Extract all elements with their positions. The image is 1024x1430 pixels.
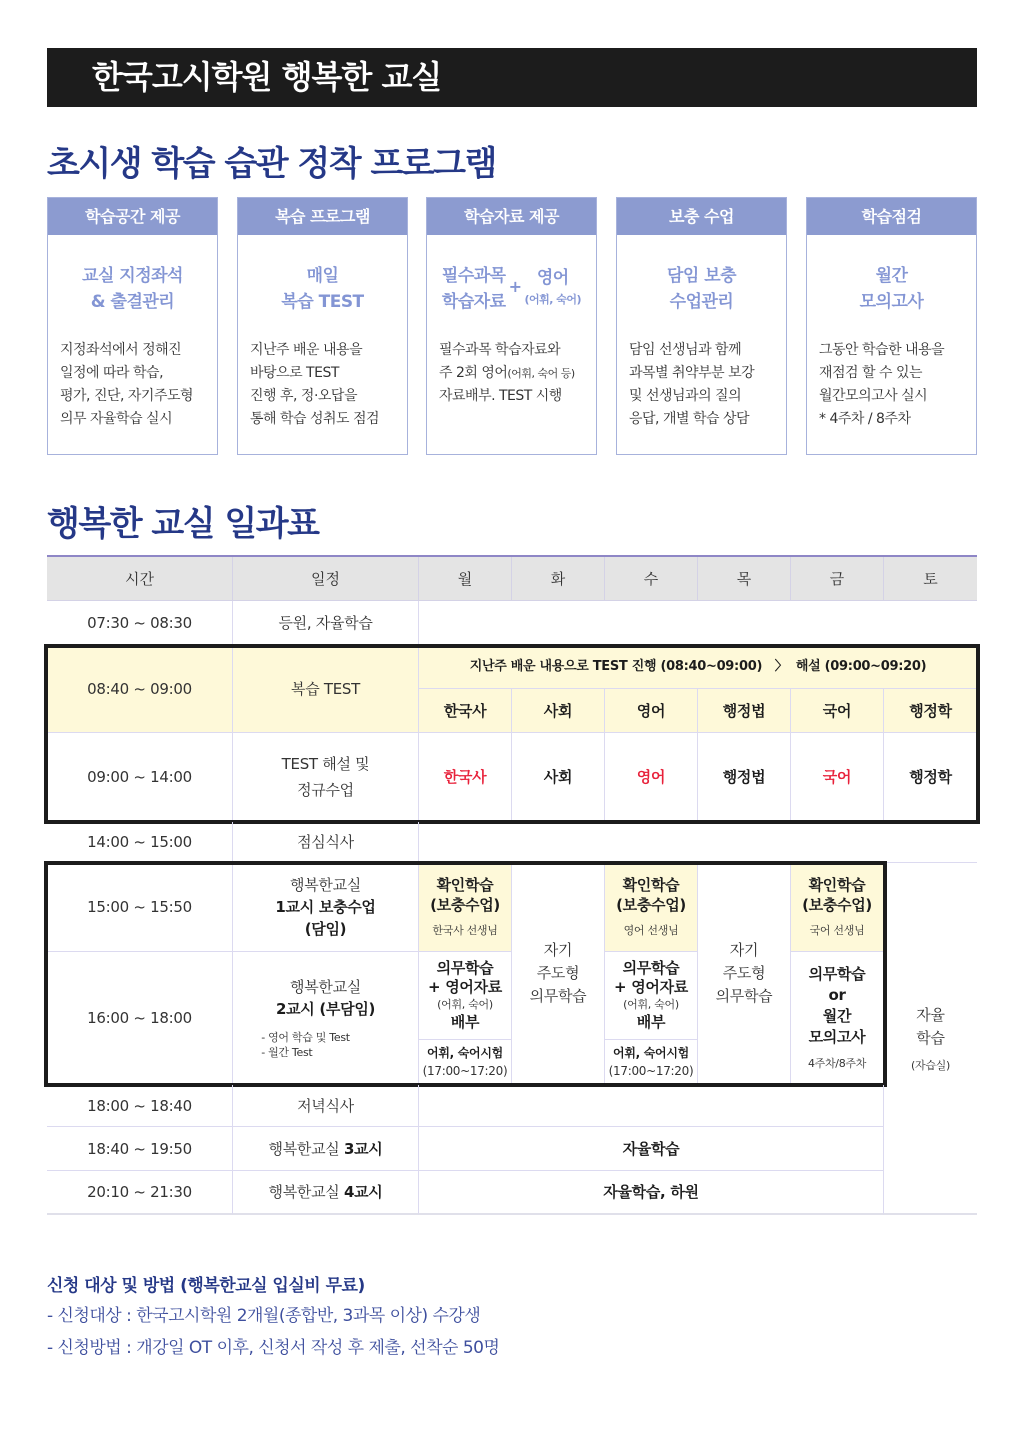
self-line: 자기 — [543, 941, 573, 959]
duty-line: 의무학습 — [622, 959, 680, 977]
card-body — [48, 339, 217, 431]
exam-line: 어휘, 숙어시험 — [613, 1046, 689, 1060]
card-study-material — [426, 197, 597, 455]
card-title-line: 교실 지정좌석 — [82, 266, 183, 286]
card-title-english-sub: (어휘, 숙어) — [524, 293, 582, 306]
card-supplementary-class — [616, 197, 787, 455]
check-study-fri — [791, 863, 884, 952]
card-body-line: 그동안 학습한 내용을 — [819, 342, 945, 358]
duty-or-mock-exam-fri — [791, 952, 884, 1085]
card-title-line: 월간 — [875, 266, 908, 286]
card-body-line: 바탕으로 TEST — [250, 365, 339, 381]
duty-line: (어휘, 숙어) — [623, 998, 679, 1011]
time-cell: 09:00 ~ 14:00 — [47, 733, 233, 822]
card-body-line: 재점검 할 수 있는 — [819, 365, 923, 381]
exam-line: (17:00~17:20) — [422, 1064, 508, 1078]
card-body-line — [439, 362, 596, 385]
card-title-english: 영어 — [536, 268, 569, 288]
program-title: 초시생 학습 습관 정착 프로그램 — [47, 144, 496, 184]
duty-study-wed — [605, 952, 698, 1040]
event-line: 행복한교실 — [290, 876, 361, 894]
application-method: - 신청방법 : 개강일 OT 이후, 신청서 작성 후 제출, 선착순 50명 — [47, 1338, 500, 1358]
event-cell — [233, 952, 419, 1085]
program-cards — [47, 197, 977, 455]
card-header: 학습공간 제공 — [48, 198, 217, 235]
event-cell — [233, 863, 419, 952]
event-text: 행복한교실 — [268, 1139, 344, 1158]
event-line: 행복한교실 — [290, 978, 361, 996]
event-cell: 점심식사 — [233, 822, 419, 863]
top-banner — [47, 48, 977, 107]
card-title-line: 필수과목 — [441, 266, 506, 286]
teacher-label: 영어 선생님 — [623, 924, 679, 937]
event-line: TEST 해설 및 — [281, 755, 370, 773]
self-line: 의무학습 — [529, 987, 587, 1005]
event-cell: 저녁식사 — [233, 1085, 419, 1127]
duty-line: + 영어자료 — [428, 978, 502, 996]
card-body-line: 필수과목 학습자료와 — [439, 342, 561, 358]
event-line: 정규수업 — [297, 781, 354, 799]
vocab-exam-wed — [605, 1040, 698, 1085]
duty-line: 의무학습 — [436, 959, 494, 977]
self-line: 주도형 — [536, 964, 580, 982]
subject-cell: 국어 — [791, 689, 884, 733]
schedule-table — [47, 555, 977, 1217]
schedule-title: 행복한 교실 일과표 — [47, 504, 319, 544]
fri-line: 4주차/8주차 — [807, 1057, 867, 1070]
table-bottom-rule — [884, 1213, 977, 1215]
empty-cell — [419, 601, 977, 646]
time-cell: 18:00 ~ 18:40 — [47, 1085, 233, 1127]
event-period: 3교시 — [343, 1139, 383, 1158]
card-header: 학습자료 제공 — [427, 198, 596, 235]
card-title-line: 수업관리 — [669, 292, 734, 312]
duty-study-mon — [419, 952, 512, 1040]
fri-line: 의무학습 — [808, 965, 866, 983]
application-target: - 신청대상 : 한국고시학원 2개월(종합반, 3과목 이상) 수강생 — [47, 1306, 481, 1326]
duty-line: (어휘, 숙어) — [437, 998, 493, 1011]
card-title — [238, 263, 407, 315]
card-body — [427, 339, 596, 408]
sat-line: (자습실) — [911, 1058, 950, 1072]
subject-cell: 행정학 — [884, 689, 977, 733]
self-line: 자기 — [729, 941, 759, 959]
card-body-line: 평가, 진단, 자기주도형 — [60, 388, 194, 404]
event-cell: 등원, 자율학습 — [233, 601, 419, 646]
card-header: 보충 수업 — [617, 198, 786, 235]
card-body-line: 및 선생님과의 질의 — [629, 388, 742, 404]
card-body — [617, 339, 786, 431]
event-cell: 복습 TEST — [233, 646, 419, 733]
check-study-mon — [419, 863, 512, 952]
check-title: 확인학습 — [808, 876, 866, 894]
card-body-small-text: (어휘, 숙어 등) — [507, 367, 575, 380]
event-cell — [233, 1171, 419, 1215]
card-body-line: 과목별 취약부분 보강 — [629, 365, 755, 381]
time-cell: 18:40 ~ 19:50 — [47, 1127, 233, 1171]
card-title-line: 담임 보충 — [666, 266, 737, 286]
card-body-line: 응답, 개별 학습 상담 — [629, 411, 749, 427]
card-body-line: 자료배부. TEST 시행 — [439, 388, 562, 404]
header-event: 일정 — [233, 557, 419, 601]
self-directed-tue — [512, 863, 605, 1085]
duty-line: 배부 — [450, 1013, 480, 1031]
duty-line: 배부 — [636, 1013, 666, 1031]
test-schedule-banner: 지난주 배운 내용으로 TEST 진행 (08:40~09:00) 〉 해설 (09:00~09:20) — [419, 646, 977, 689]
subject-cell: 행정법 — [698, 689, 791, 733]
check-title: 확인학습 — [622, 876, 680, 894]
event-note: - 월간 Test — [261, 1046, 313, 1059]
card-header: 학습점검 — [807, 198, 976, 235]
exam-line: 어휘, 숙어시험 — [427, 1046, 503, 1060]
subject-cell: 영어 — [605, 689, 698, 733]
subject-cell: 한국사 — [419, 733, 512, 822]
content-cell: 자율학습 — [419, 1127, 884, 1171]
header-time: 시간 — [47, 557, 233, 601]
header-thu: 목 — [698, 557, 791, 601]
time-cell: 15:00 ~ 15:50 — [47, 863, 233, 952]
check-title: (보충수업) — [616, 896, 686, 914]
self-line: 의무학습 — [715, 987, 773, 1005]
card-header: 복습 프로그램 — [238, 198, 407, 235]
empty-cell — [419, 822, 977, 863]
sat-line: 자율 — [916, 1005, 945, 1024]
card-body-line: 통해 학습 성취도 점검 — [250, 411, 380, 427]
event-period: 4교시 — [343, 1183, 383, 1201]
teacher-label: 국어 선생님 — [809, 924, 865, 937]
banner-title: 한국고시학원 행복한 교실 — [92, 58, 442, 96]
time-cell: 20:10 ~ 21:30 — [47, 1171, 233, 1215]
event-line: 2교시 (부담임) — [275, 1000, 376, 1018]
subject-cell: 한국사 — [419, 689, 512, 733]
time-cell: 16:00 ~ 18:00 — [47, 952, 233, 1085]
fri-line: 월간 — [822, 1007, 852, 1025]
time-cell: 14:00 ~ 15:00 — [47, 822, 233, 863]
card-body — [807, 339, 976, 431]
subject-cell: 행정학 — [884, 733, 977, 822]
empty-cell — [419, 1085, 884, 1127]
card-body-line: 일정에 따라 학습, — [60, 365, 164, 381]
card-review-program — [237, 197, 408, 455]
card-body-line: * 4주차 / 8주차 — [819, 411, 911, 427]
plus-icon: + — [508, 277, 522, 296]
subject-cell: 사회 — [512, 689, 605, 733]
card-study-space — [47, 197, 218, 455]
card-title-line: 복습 TEST — [281, 292, 364, 312]
card-title-line: 모의고사 — [859, 292, 924, 312]
duty-line: + 영어자료 — [614, 978, 688, 996]
header-fri: 금 — [791, 557, 884, 601]
header-tue: 화 — [512, 557, 605, 601]
sat-line: 학습 — [916, 1028, 945, 1047]
event-cell — [233, 733, 419, 822]
subject-cell: 사회 — [512, 733, 605, 822]
vocab-exam-mon — [419, 1040, 512, 1085]
card-title — [48, 263, 217, 315]
event-text: 행복한교실 — [268, 1183, 344, 1201]
application-title: 신청 대상 및 방법 (행복한교실 입실비 무료) — [47, 1276, 365, 1296]
check-title: (보충수업) — [802, 896, 872, 914]
teacher-label: 한국사 선생님 — [432, 924, 498, 937]
subject-cell: 영어 — [605, 733, 698, 822]
subject-cell: 행정법 — [698, 733, 791, 822]
card-title-line: 학습자료 — [441, 292, 506, 312]
exam-line: (17:00~17:20) — [608, 1064, 694, 1078]
card-body-line: 의무 자율학습 실시 — [60, 411, 173, 427]
card-title — [807, 263, 976, 315]
card-body-line: 담임 선생님과 함께 — [629, 342, 742, 358]
card-body — [238, 339, 407, 431]
content-cell: 자율학습, 하원 — [419, 1171, 884, 1215]
subject-cell: 국어 — [791, 733, 884, 822]
time-cell: 08:40 ~ 09:00 — [47, 646, 233, 733]
event-line: (담임) — [304, 920, 347, 938]
event-note: - 영어 학습 및 Test — [261, 1031, 350, 1044]
self-line: 주도형 — [722, 964, 766, 982]
header-mon: 월 — [419, 557, 512, 601]
event-cell — [233, 1127, 419, 1171]
application-info — [47, 1272, 499, 1364]
card-body-line: 지난주 배운 내용을 — [250, 342, 363, 358]
card-body-line: 진행 후, 정·오답을 — [250, 388, 357, 404]
check-title: 확인학습 — [436, 876, 494, 894]
check-study-wed — [605, 863, 698, 952]
card-study-check — [806, 197, 977, 455]
fri-line: or — [828, 986, 846, 1004]
header-wed: 수 — [605, 557, 698, 601]
header-sat: 토 — [884, 557, 977, 601]
card-title — [427, 263, 596, 315]
card-body-line: 지정좌석에서 정해진 — [60, 342, 182, 358]
event-line: 1교시 보충수업 — [275, 898, 376, 916]
fri-line: 모의고사 — [808, 1028, 866, 1046]
card-body-text: 주 2회 영어 — [439, 365, 508, 381]
card-title-line: & 출결관리 — [90, 292, 175, 312]
time-cell: 07:30 ~ 08:30 — [47, 601, 233, 646]
card-title — [617, 263, 786, 315]
saturday-self-study — [884, 863, 977, 1215]
check-title: (보충수업) — [430, 896, 500, 914]
card-body-line: 월간모의고사 실시 — [819, 388, 928, 404]
card-title-line: 매일 — [306, 266, 339, 286]
self-directed-thu — [698, 863, 791, 1085]
